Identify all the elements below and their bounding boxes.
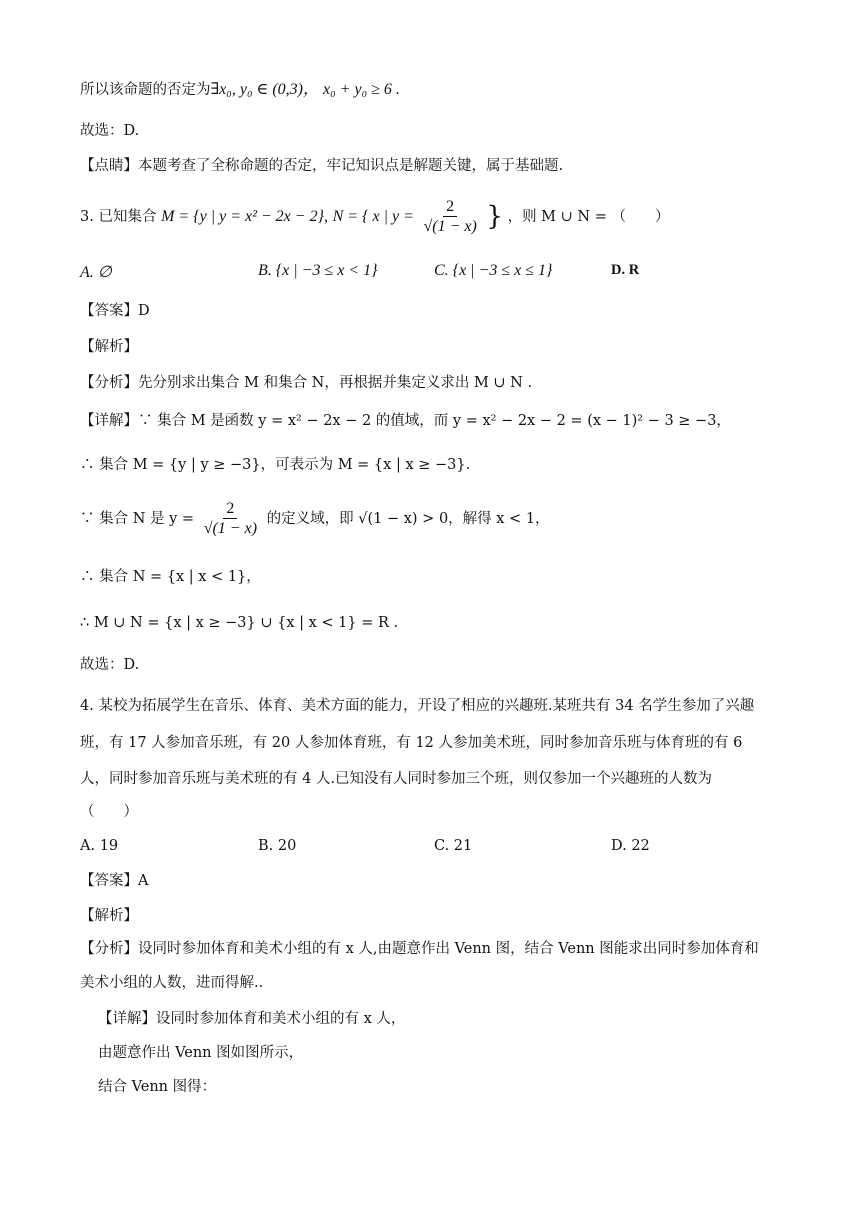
q3-xiangjie: 【详解】∵ 集合 M 是函数 y = x² − 2x − 2 的值域，而 y = x² − 2x − 2 = (x − 1)² − 3 ≥ −3， [80, 413, 731, 429]
q3-fraction [420, 198, 479, 236]
q3-option-b: B. {x | −3 ≤ x < 1} [258, 262, 378, 279]
question-3 [80, 198, 669, 236]
line-dianjing: 【点睛】本题考查了全称命题的否定，牢记知识点是解题关键，属于基础题. [80, 158, 564, 174]
q3-choose: 故选：D. [80, 657, 140, 673]
negation-math: ∃x₀, y₀ ∈ (0,3)， x₀ + y₀ ≥ 6 . [210, 81, 400, 98]
q3-step-4: ∴ M ∪ N = {x | x ≥ −3} ∪ {x | x < 1} = R . [80, 615, 399, 631]
q4-option-d: D. 22 [611, 838, 650, 854]
q4-option-c: C. 21 [434, 838, 473, 854]
q3-jiexi: 【解析】 [80, 339, 138, 355]
q3-prefix: 3. 已知集合 [80, 208, 157, 225]
q3-answer: 【答案】D [80, 303, 150, 319]
q4-option-b: B. 20 [258, 838, 297, 854]
q3-step2-left: ∵ 集合 N 是 y = [80, 510, 195, 527]
q4-answer: 【答案】A [80, 873, 149, 889]
q4-option-a: A. 19 [80, 838, 119, 854]
q4-fenxi-2: 美术小组的人数，进而得解.. [80, 975, 264, 991]
q3-set-n-right: } [486, 201, 503, 232]
q3-step-3: ∴ 集合 N = {x | x < 1}， [80, 569, 261, 585]
q4-xiangjie-1: 【详解】设同时参加体育和美术小组的有 x 人， [98, 1011, 406, 1027]
q3-set-n-left: N = { x | y = [332, 207, 414, 225]
q4-line-1: 4. 某校为拓展学生在音乐、体育、美术方面的能力，开设了相应的兴趣班.某班共有 34 名学生参加了兴趣 [80, 698, 755, 714]
q3-frac-num: 2 [443, 198, 457, 217]
q3-frac-den: √(1 − x) [423, 217, 477, 235]
q3-fenxi: 【分析】先分别求出集合 M 和集合 N，再根据并集定义求出 M ∪ N . [80, 375, 533, 391]
q4-line-3: 人，同时参加音乐班与美术班的有 4 人.已知没有人同时参加三个班，则仅参加一个兴趣班的人数为 [80, 771, 713, 787]
q3-step-2 [80, 500, 550, 538]
q3-step2-fraction [201, 500, 260, 538]
negation-text: 所以该命题的否定为 [80, 82, 211, 98]
q3-set-m: M = {y | y = x² − 2x − 2}, [161, 207, 328, 225]
q4-line-4: （ ） [80, 804, 138, 820]
q3-step2-den: √(1 − x) [203, 519, 258, 537]
q3-step2-right: 的定义域，即 √(1 − x) > 0，解得 x < 1， [266, 510, 550, 527]
q3-suffix: ，则 M ∪ N = （ ） [507, 208, 670, 225]
q3-step2-num: 2 [223, 500, 237, 519]
q3-option-d: D. R [611, 262, 640, 278]
q4-xiangjie-2: 由题意作出 Venn 图如图所示， [98, 1045, 304, 1061]
line-choose-1: 故选：D. [80, 123, 140, 139]
q4-jiexi: 【解析】 [80, 908, 138, 924]
q4-line-2: 班，有 17 人参加音乐班，有 20 人参加体育班，有 12 人参加美术班，同时参加音乐班与体育班的有 6 [80, 735, 743, 751]
q3-option-a: A. ∅ [80, 264, 112, 281]
q4-fenxi-1: 【分析】设同时参加体育和美术小组的有 x 人,由题意作出 Venn 图，结合 Venn 图能求出同时参加体育和 [80, 941, 759, 957]
q3-step-1: ∴ 集合 M = {y | y ≥ −3}，可表示为 M = {x | x ≥ −3}. [80, 457, 471, 473]
q3-option-c: C. {x | −3 ≤ x ≤ 1} [434, 262, 553, 279]
q4-xiangjie-3: 结合 Venn 图得： [98, 1079, 217, 1095]
line-negation [80, 80, 400, 100]
